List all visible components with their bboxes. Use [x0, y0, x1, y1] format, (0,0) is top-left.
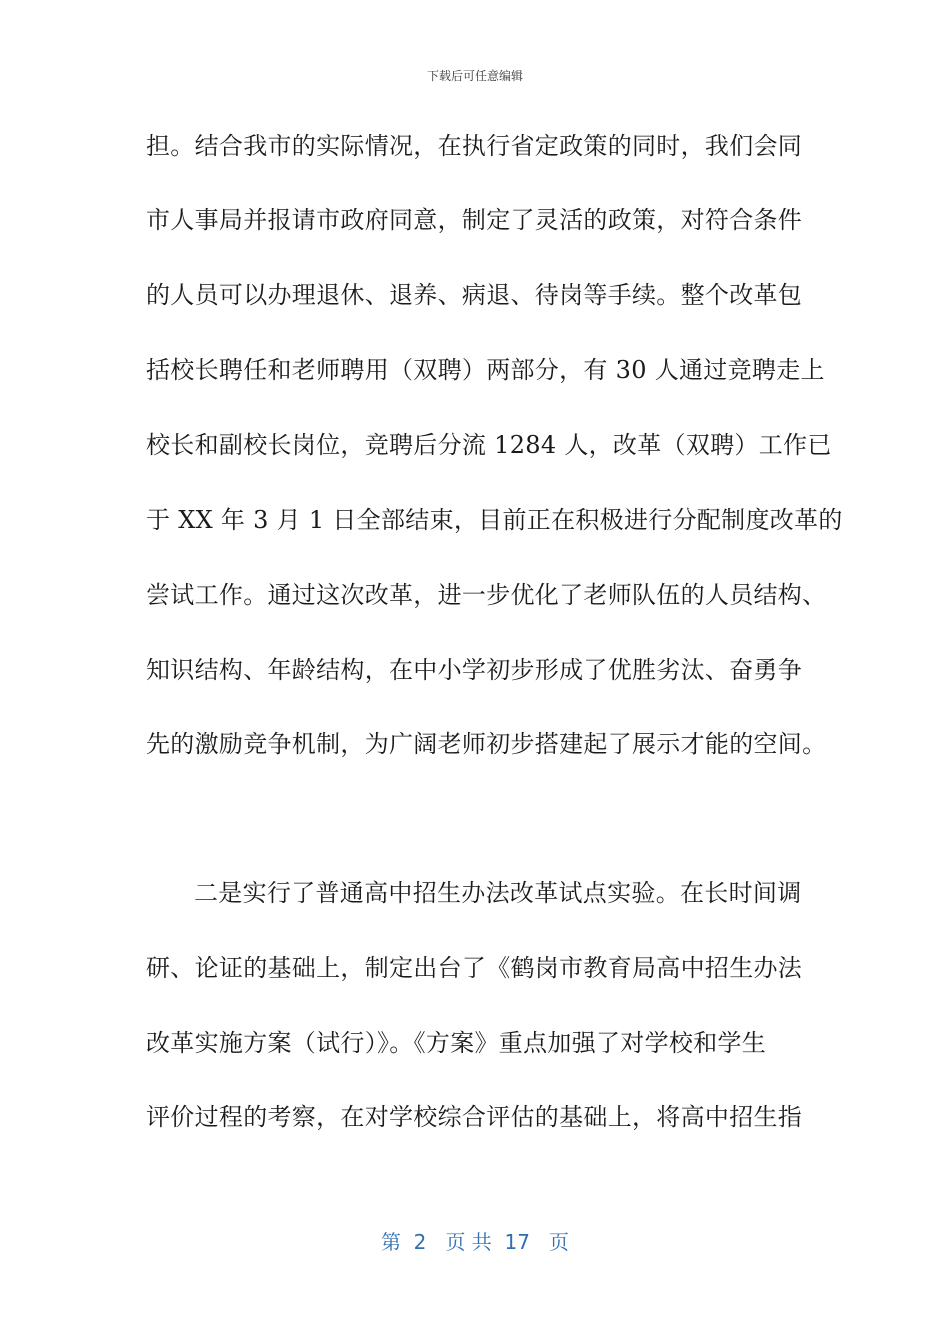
- text-line: 改革实施方案（试行）》。《方案》重点加强了对学校和学生: [146, 1029, 767, 1057]
- text-line: 知识结构、年龄结构，在中小学初步形成了优胜劣汰、奋勇争: [146, 656, 803, 684]
- text-line: 担。结合我市的实际情况，在执行省定政策的同时，我们会同: [146, 132, 803, 160]
- text-line: 市人事局并报请市政府同意，制定了灵活的政策，对符合条件: [146, 206, 803, 234]
- text-line: 于 XX 年 3 月 1 日全部结束，目前正在积极进行分配制度改革的: [146, 506, 843, 534]
- paragraph-first-line: 二是实行了普通高中招生办法改革试点实验。在长时间调: [194, 879, 802, 907]
- text-line: 校长和副校长岗位，竞聘后分流 1284 人，改革（双聘）工作已: [146, 431, 832, 459]
- text-line: 尝试工作。通过这次改革，进一步优化了老师队伍的人员结构、: [146, 581, 827, 609]
- header-note: 下载后可任意编辑: [426, 69, 523, 83]
- page-number-footer: 第 2 页 共 17 页: [380, 1230, 570, 1254]
- text-line: 研、论证的基础上，制定出台了《鹤岗市教育局高中招生办法: [146, 954, 803, 982]
- text-line: 的人员可以办理退休、退养、病退、待岗等手续。整个改革包: [146, 281, 803, 309]
- text-line: 括校长聘任和老师聘用（双聘）两部分，有 30 人通过竞聘走上: [146, 356, 825, 384]
- text-line: 评价过程的考察，在对学校综合评估的基础上，将高中招生指: [146, 1103, 803, 1131]
- text-line: 先的激励竞争机制，为广阔老师初步搭建起了展示才能的空间。: [146, 730, 827, 758]
